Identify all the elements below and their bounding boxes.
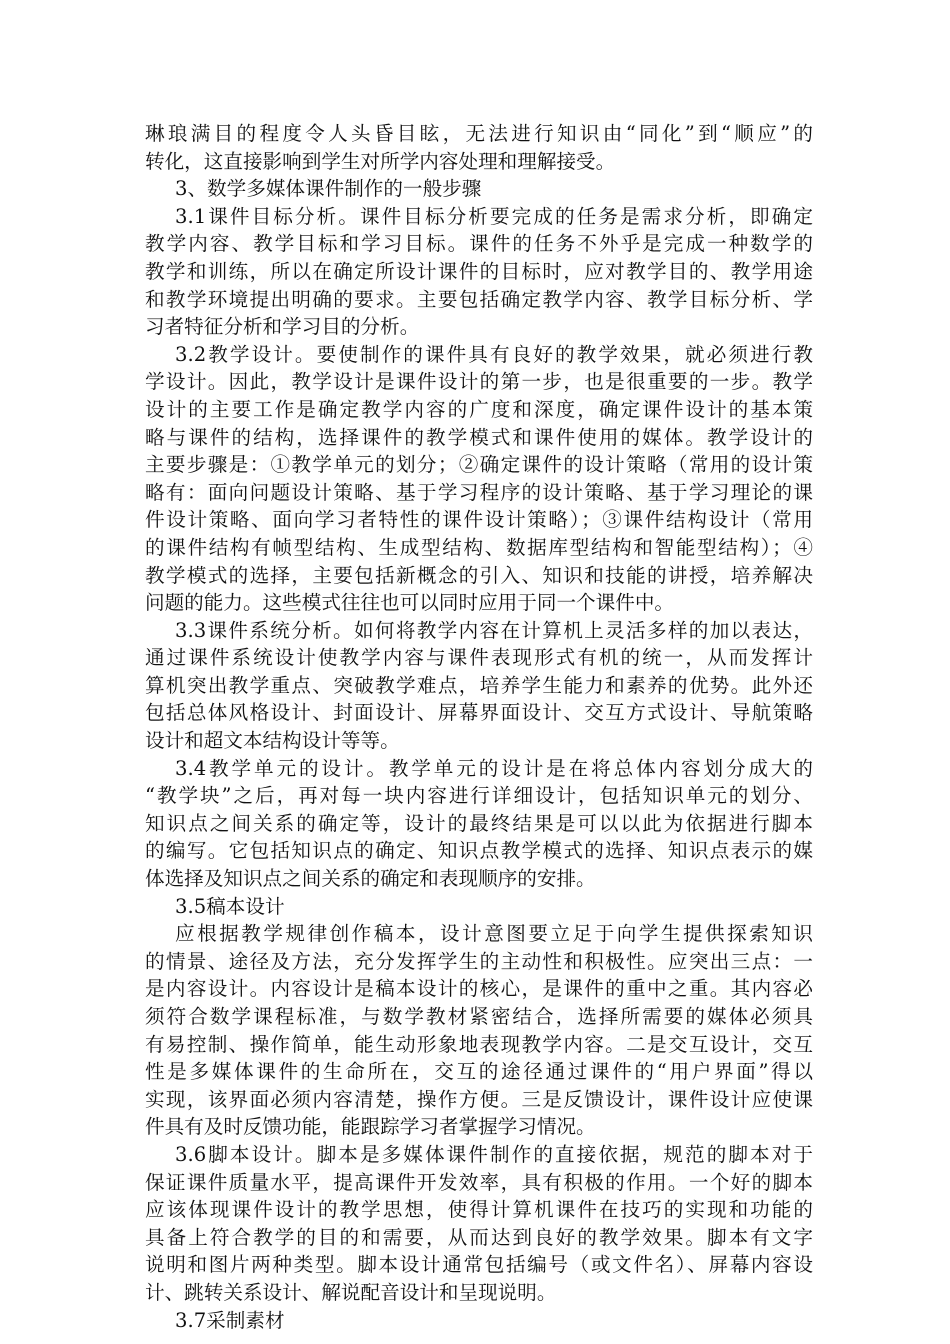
text-line: 转化，这直接影响到学生对所学内容处理和理解接受。 bbox=[145, 149, 616, 173]
text-line: 和教学环境提出明确的要求。主要包括确定教学内容、教学目标分析、学 bbox=[145, 287, 813, 311]
text-line: 说明和图片两种类型。脚本设计通常包括编号（或文件名）、屏幕内容设 bbox=[145, 1253, 813, 1277]
text-line: 知识点之间关系的确定等，设计的最终结果是可以以此为依据进行脚本 bbox=[145, 811, 813, 835]
text-line: 实现，该界面必须内容清楚，操作方便。三是反馈设计，课件设计应使课 bbox=[145, 1087, 813, 1111]
text-line: 3.1课件目标分析。课件目标分析要完成的任务是需求分析，即确定 bbox=[175, 204, 813, 228]
text-line: 具备上符合教学的目的和需要，从而达到良好的教学效果。脚本有文字 bbox=[145, 1225, 813, 1249]
text-line: 3.4教学单元的设计。教学单元的设计是在将总体内容划分成大的 bbox=[175, 756, 813, 780]
text-line: 的课件结构有帧型结构、生成型结构、数据库型结构和智能型结构）；④ bbox=[145, 535, 813, 559]
text-line: 的编写。它包括知识点的确定、知识点教学模式的选择、知识点表示的媒 bbox=[145, 839, 813, 863]
text-line: 件具有及时反馈功能，能跟踪学习者掌握学习情况。 bbox=[145, 1115, 596, 1139]
text-line: 算机突出教学重点、突破教学难点，培养学生能力和素养的优势。此外还 bbox=[145, 673, 813, 697]
text-line: 应根据教学规律创作稿本，设计意图要立足于向学生提供探索知识 bbox=[175, 922, 813, 946]
text-line: 3.6脚本设计。脚本是多媒体课件制作的直接依据，规范的脚本对于 bbox=[175, 1142, 813, 1166]
text-line: 的情景、途径及方法，充分发挥学生的主动性和积极性。应突出三点：一 bbox=[145, 949, 813, 973]
text-line: 略与课件的结构，选择课件的教学模式和课件使用的媒体。教学设计的 bbox=[145, 425, 813, 449]
text-line: 略有：面向问题设计策略、基于学习程序的设计策略、基于学习理论的课 bbox=[145, 480, 813, 504]
text-line: 问题的能力。这些模式往往也可以同时应用于同一个课件中。 bbox=[145, 591, 675, 615]
text-line: 通过课件系统设计使教学内容与课件表现形式有机的统一，从而发挥计 bbox=[145, 646, 813, 670]
text-line: 应该体现课件设计的教学思想，使得计算机课件在技巧的实现和功能的 bbox=[145, 1198, 813, 1222]
text-line: 有易控制、操作简单，能生动形象地表现教学内容。二是交互设计，交互 bbox=[145, 1032, 813, 1056]
text-line: 教学模式的选择，主要包括新概念的引入、知识和技能的讲授，培养解决 bbox=[145, 563, 813, 587]
text-line: 3、数学多媒体课件制作的一般步骤 bbox=[175, 177, 482, 201]
text-line: 3.2教学设计。要使制作的课件具有良好的教学效果，就必须进行教 bbox=[175, 342, 813, 366]
text-line: 学设计。因此，教学设计是课件设计的第一步，也是很重要的一步。教学 bbox=[145, 370, 813, 394]
text-line: 设计的主要工作是确定教学内容的广度和深度，确定课件设计的基本策 bbox=[145, 397, 813, 421]
text-line: 主要步骤是：①教学单元的划分；②确定课件的设计策略（常用的设计策 bbox=[145, 453, 813, 477]
text-line: 3.5稿本设计 bbox=[175, 894, 285, 918]
text-line: 保证课件质量水平，提高课件开发效率，具有积极的作用。一个好的脚本 bbox=[145, 1170, 813, 1194]
text-line: 是内容设计。内容设计是稿本设计的核心，是课件的重中之重。其内容必 bbox=[145, 977, 813, 1001]
text-line: “教学块”之后，再对每一块内容进行详细设计，包括知识单元的划分、 bbox=[145, 784, 813, 808]
text-line: 琳琅满目的程度令人头昏目眩，无法进行知识由“同化”到“顺应”的 bbox=[145, 122, 813, 145]
document-body bbox=[145, 120, 813, 1334]
text-line: 设计和超文本结构设计等等。 bbox=[145, 729, 400, 753]
text-line: 件设计策略、面向学习者特性的课件设计策略）；③课件结构设计（常用 bbox=[145, 508, 813, 532]
text-line: 3.3课件系统分析。如何将教学内容在计算机上灵活多样的加以表达， bbox=[175, 618, 813, 642]
text-line: 性是多媒体课件的生命所在，交互的途径通过课件的“用户界面”得以 bbox=[145, 1060, 813, 1084]
text-line: 包括总体风格设计、封面设计、屏幕界面设计、交互方式设计、导航策略 bbox=[145, 701, 813, 725]
text-line: 3.7采制素材 bbox=[175, 1308, 285, 1332]
text-line: 须符合数学课程标准，与数学教材紧密结合，选择所需要的媒体必须具 bbox=[145, 1005, 813, 1028]
text-line: 习者特征分析和学习目的分析。 bbox=[145, 315, 420, 339]
text-line: 计、跳转关系设计、解说配音设计和呈现说明。 bbox=[145, 1280, 557, 1304]
text-line: 教学内容、教学目标和学习目标。课件的任务不外乎是完成一种数学的 bbox=[145, 232, 813, 256]
text-line: 体选择及知识点之间关系的确定和表现顺序的安排。 bbox=[145, 867, 596, 891]
text-line: 教学和训练，所以在确定所设计课件的目标时，应对教学目的、教学用途 bbox=[145, 259, 813, 283]
